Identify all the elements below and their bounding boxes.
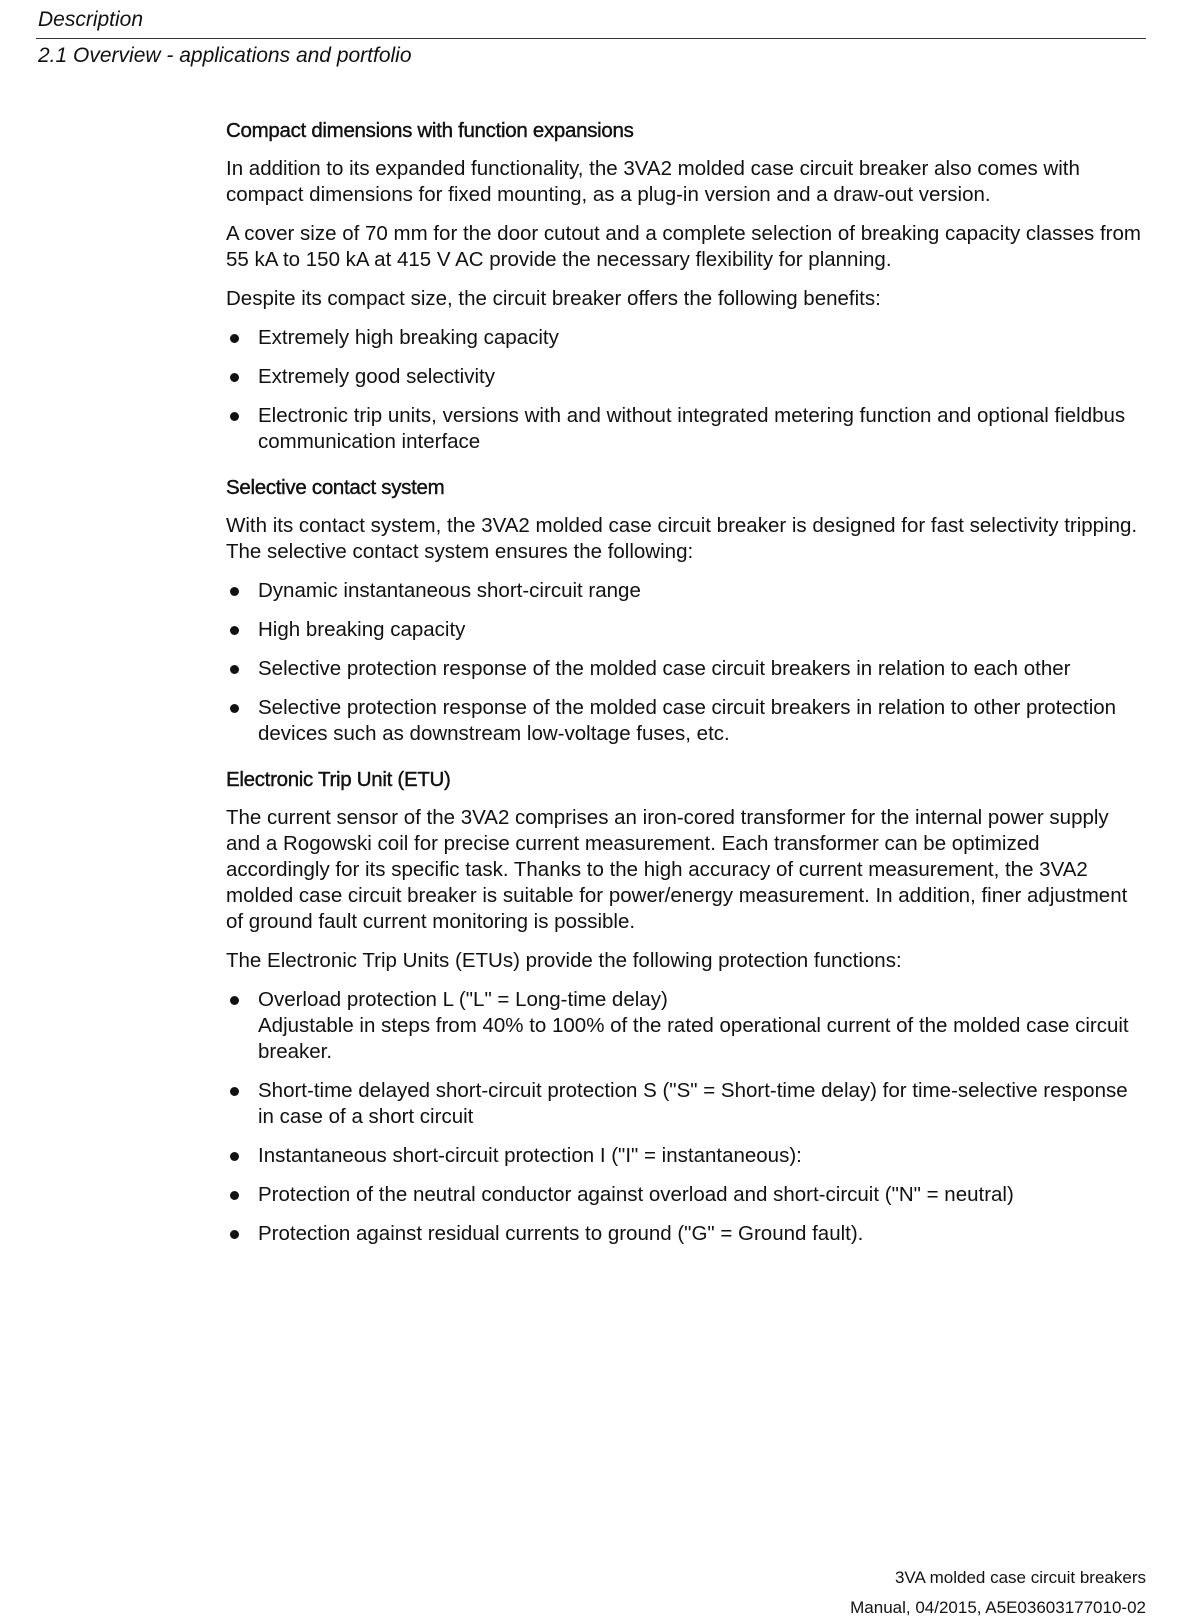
bullet-icon — [230, 1191, 239, 1200]
list-item-text: Extremely high breaking capacity — [258, 326, 559, 349]
list-item — [226, 1182, 1146, 1208]
paragraph: The Electronic Trip Units (ETUs) provide the following protection functions: — [226, 949, 902, 972]
list-item-text: Short-time delayed short-circuit protection S ("S" = Short-time delay) for time-selective response in case of a short circuit — [258, 1079, 1128, 1128]
list-item — [226, 578, 1146, 604]
bullet-icon — [230, 704, 239, 713]
list-item — [226, 403, 1146, 455]
page-footer — [850, 1563, 1146, 1623]
header-divider — [36, 38, 1146, 39]
list-item — [226, 1078, 1146, 1130]
list-item — [226, 617, 1146, 643]
bullet-icon — [230, 334, 239, 343]
list-item-text: High breaking capacity — [258, 618, 466, 641]
running-header — [36, 6, 1146, 70]
page-body — [226, 118, 1146, 1267]
bullet-icon — [230, 996, 239, 1005]
bullet-icon — [230, 1152, 239, 1161]
bullet-icon — [230, 626, 239, 635]
section-electronic-trip-unit — [226, 767, 1146, 1247]
list-item-subtext: Adjustable in steps from 40% to 100% of the rated operational current of the molded case circuit breaker. — [258, 1014, 1129, 1063]
list-item-text: Dynamic instantaneous short-circuit range — [258, 579, 641, 602]
section-heading: Compact dimensions with function expansions — [226, 119, 634, 142]
bullet-icon — [230, 1087, 239, 1096]
paragraph: With its contact system, the 3VA2 molded case circuit breaker is designed for fast selectivity tripping. The selective contact system ensures the following: — [226, 514, 1138, 563]
list-item-text: Selective protection response of the molded case circuit breakers in relation to other protection devices such as downstream low-voltage fuses, etc. — [258, 696, 1117, 745]
list-item — [226, 364, 1146, 390]
section-compact-dimensions — [226, 118, 1146, 455]
list-item-text: Selective protection response of the molded case circuit breakers in relation to each other — [258, 657, 1071, 680]
list-item-text: Electronic trip units, versions with and without integrated metering function and optional fieldbus communication interface — [258, 404, 1126, 453]
footer-product: 3VA molded case circuit breakers — [894, 1568, 1146, 1587]
list-item-text: Extremely good selectivity — [258, 365, 495, 388]
paragraph: The current sensor of the 3VA2 comprises an iron-cored transformer for the internal power supply and a Rogowski coil for precise current measurement. Each transformer can be optimized accordingly for its specific task. Thanks to the high accuracy of current measurement, the 3VA2 molded case circuit breaker is suitable for power/energy measurement. In addition, finer adjustment of ground fault current monitoring is possible. — [226, 806, 1128, 933]
list-item — [226, 325, 1146, 351]
list-item-text: Instantaneous short-circuit protection I ("I" = instantaneous): — [258, 1144, 802, 1167]
footer-manual-info: Manual, 04/2015, A5E03603177010-02 — [850, 1598, 1146, 1617]
section-selective-contact-system — [226, 475, 1146, 747]
bullet-icon — [230, 373, 239, 382]
list-item — [226, 987, 1146, 1065]
bullet-icon — [230, 1230, 239, 1239]
list-item-text: Overload protection L ("L" = Long-time delay) — [258, 988, 668, 1011]
bullet-list — [226, 578, 1146, 747]
bullet-list — [226, 325, 1146, 455]
list-item-text: Protection of the neutral conductor against overload and short-circuit ("N" = neutral) — [258, 1183, 1014, 1206]
list-item — [226, 695, 1146, 747]
list-item — [226, 656, 1146, 682]
bullet-icon — [230, 587, 239, 596]
paragraph: In addition to its expanded functionality, the 3VA2 molded case circuit breaker also comes with compact dimensions for fixed mounting, as a plug-in version and a draw-out version. — [226, 157, 1080, 206]
bullet-list — [226, 987, 1146, 1247]
chapter-title: Description — [38, 8, 144, 31]
section-title: 2.1 Overview - applications and portfolio — [38, 44, 412, 67]
list-item — [226, 1143, 1146, 1169]
paragraph: Despite its compact size, the circuit breaker offers the following benefits: — [226, 287, 881, 310]
list-item — [226, 1221, 1146, 1247]
section-heading: Electronic Trip Unit (ETU) — [226, 768, 451, 791]
section-heading: Selective contact system — [226, 476, 445, 499]
list-item-text: Protection against residual currents to ground ("G" = Ground fault). — [258, 1222, 864, 1245]
paragraph: A cover size of 70 mm for the door cutout and a complete selection of breaking capacity classes from 55 kA to 150 kA at 415 V AC provide the necessary flexibility for planning. — [226, 222, 1141, 271]
bullet-icon — [230, 412, 239, 421]
bullet-icon — [230, 665, 239, 674]
